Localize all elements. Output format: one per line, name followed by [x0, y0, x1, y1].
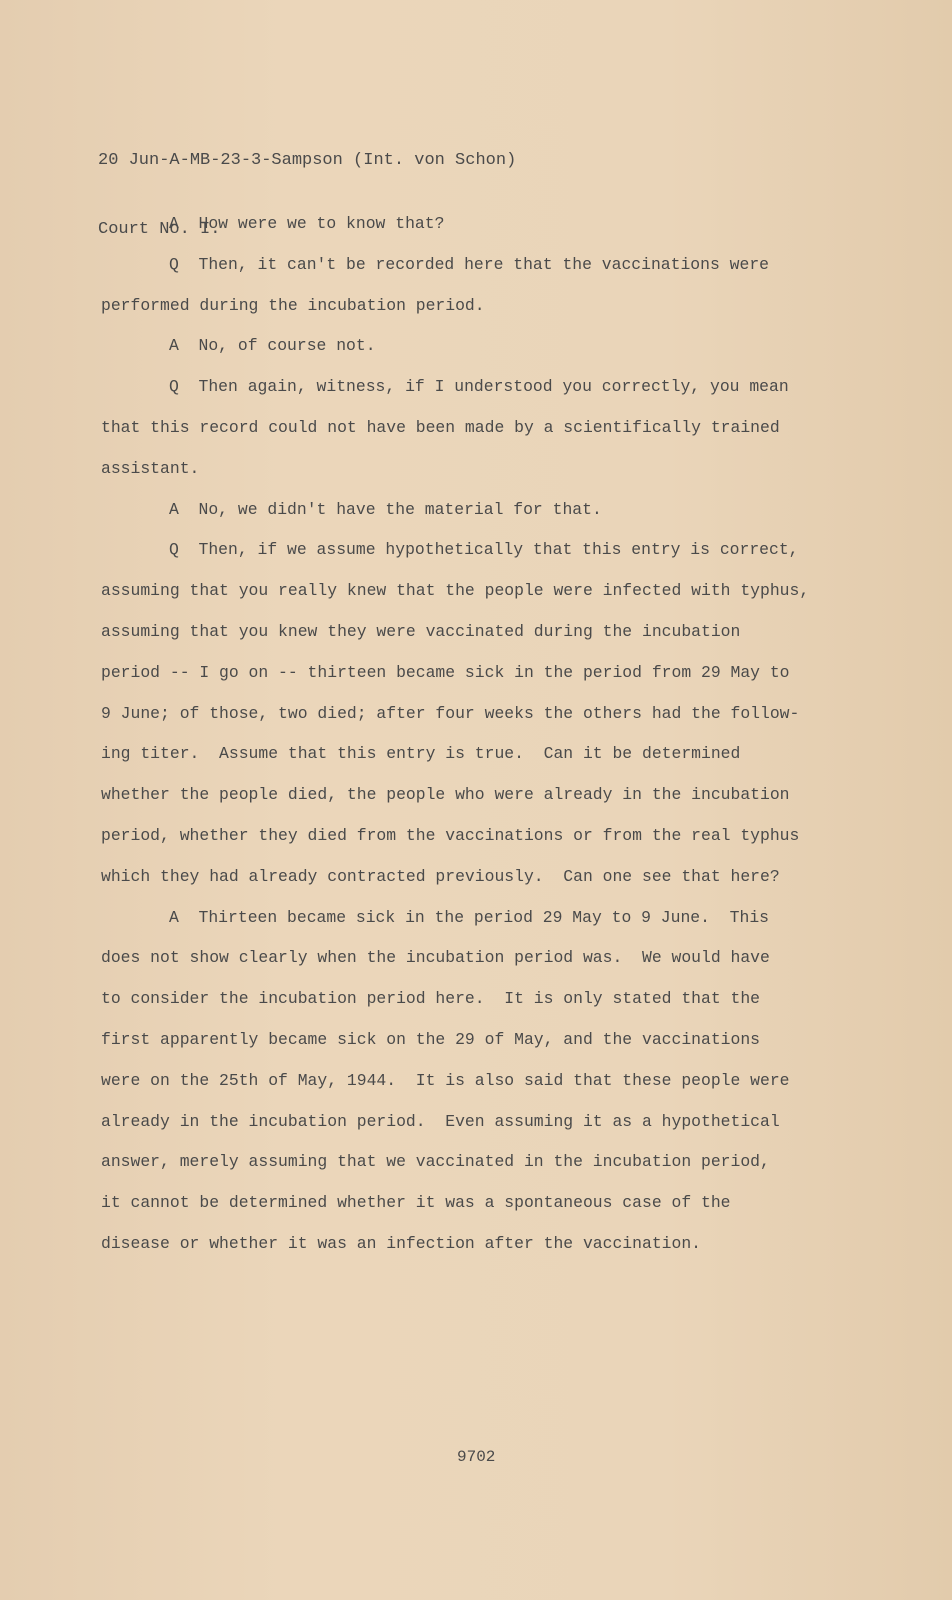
- transcript-line: disease or whether it was an infection after the vaccination.: [101, 1233, 701, 1253]
- transcript-line: Q Then, it can't be recorded here that the vaccinations were: [169, 254, 769, 274]
- transcript-line: A No, of course not.: [169, 336, 376, 356]
- transcript-line: assistant.: [101, 458, 200, 478]
- transcript-line: that this record could not have been made by a scientifically trained: [101, 417, 780, 437]
- transcript-line: A Thirteen became sick in the period 29 May to 9 June. This: [169, 907, 769, 927]
- transcript-line: ing titer. Assume that this entry is true. Can it be determined: [101, 744, 741, 764]
- transcript-line: 9 June; of those, two died; after four weeks the others had the follow-: [101, 703, 800, 723]
- transcript-line: it cannot be determined whether it was a spontaneous case of the: [101, 1193, 731, 1213]
- header-case-line: 20 Jun-A-MB-23-3-Sampson (Int. von Schon): [98, 151, 517, 170]
- transcript-line: answer, merely assuming that we vaccinated in the incubation period,: [101, 1152, 770, 1172]
- transcript-line: assuming that you knew they were vaccinated during the incubation: [101, 621, 741, 641]
- transcript-body: [101, 204, 809, 1265]
- transcript-line: performed during the incubation period.: [101, 295, 485, 315]
- transcript-line: period, whether they died from the vaccinations or from the real typhus: [101, 825, 800, 845]
- transcript-line: A How were we to know that?: [169, 214, 445, 233]
- transcript-line: Q Then, if we assume hypothetically that this entry is correct,: [169, 540, 799, 560]
- transcript-line: A No, we didn't have the material for that.: [169, 499, 602, 519]
- transcript-line: period -- I go on -- thirteen became sick in the period from 29 May to: [101, 662, 790, 682]
- transcript-line: Q Then again, witness, if I understood you correctly, you mean: [169, 377, 789, 397]
- transcript-line: were on the 25th of May, 1944. It is also said that these people were: [101, 1070, 790, 1090]
- header-court-line: Court No. I.: [98, 220, 221, 239]
- transcript-line: assuming that you really knew that the people were infected with typhus,: [101, 581, 810, 601]
- transcript-line: already in the incubation period. Even assuming it as a hypothetical: [101, 1111, 780, 1131]
- transcript-line: whether the people died, the people who were already in the incubation: [101, 785, 790, 805]
- transcript-line: does not show clearly when the incubation period was. We would have: [101, 948, 770, 968]
- transcript-line: to consider the incubation period here. It is only stated that the: [101, 989, 761, 1009]
- transcript-line: which they had already contracted previously. Can one see that here?: [101, 866, 780, 886]
- page-number: 9702: [457, 1448, 496, 1466]
- transcript-line: first apparently became sick on the 29 of May, and the vaccinations: [101, 1029, 761, 1049]
